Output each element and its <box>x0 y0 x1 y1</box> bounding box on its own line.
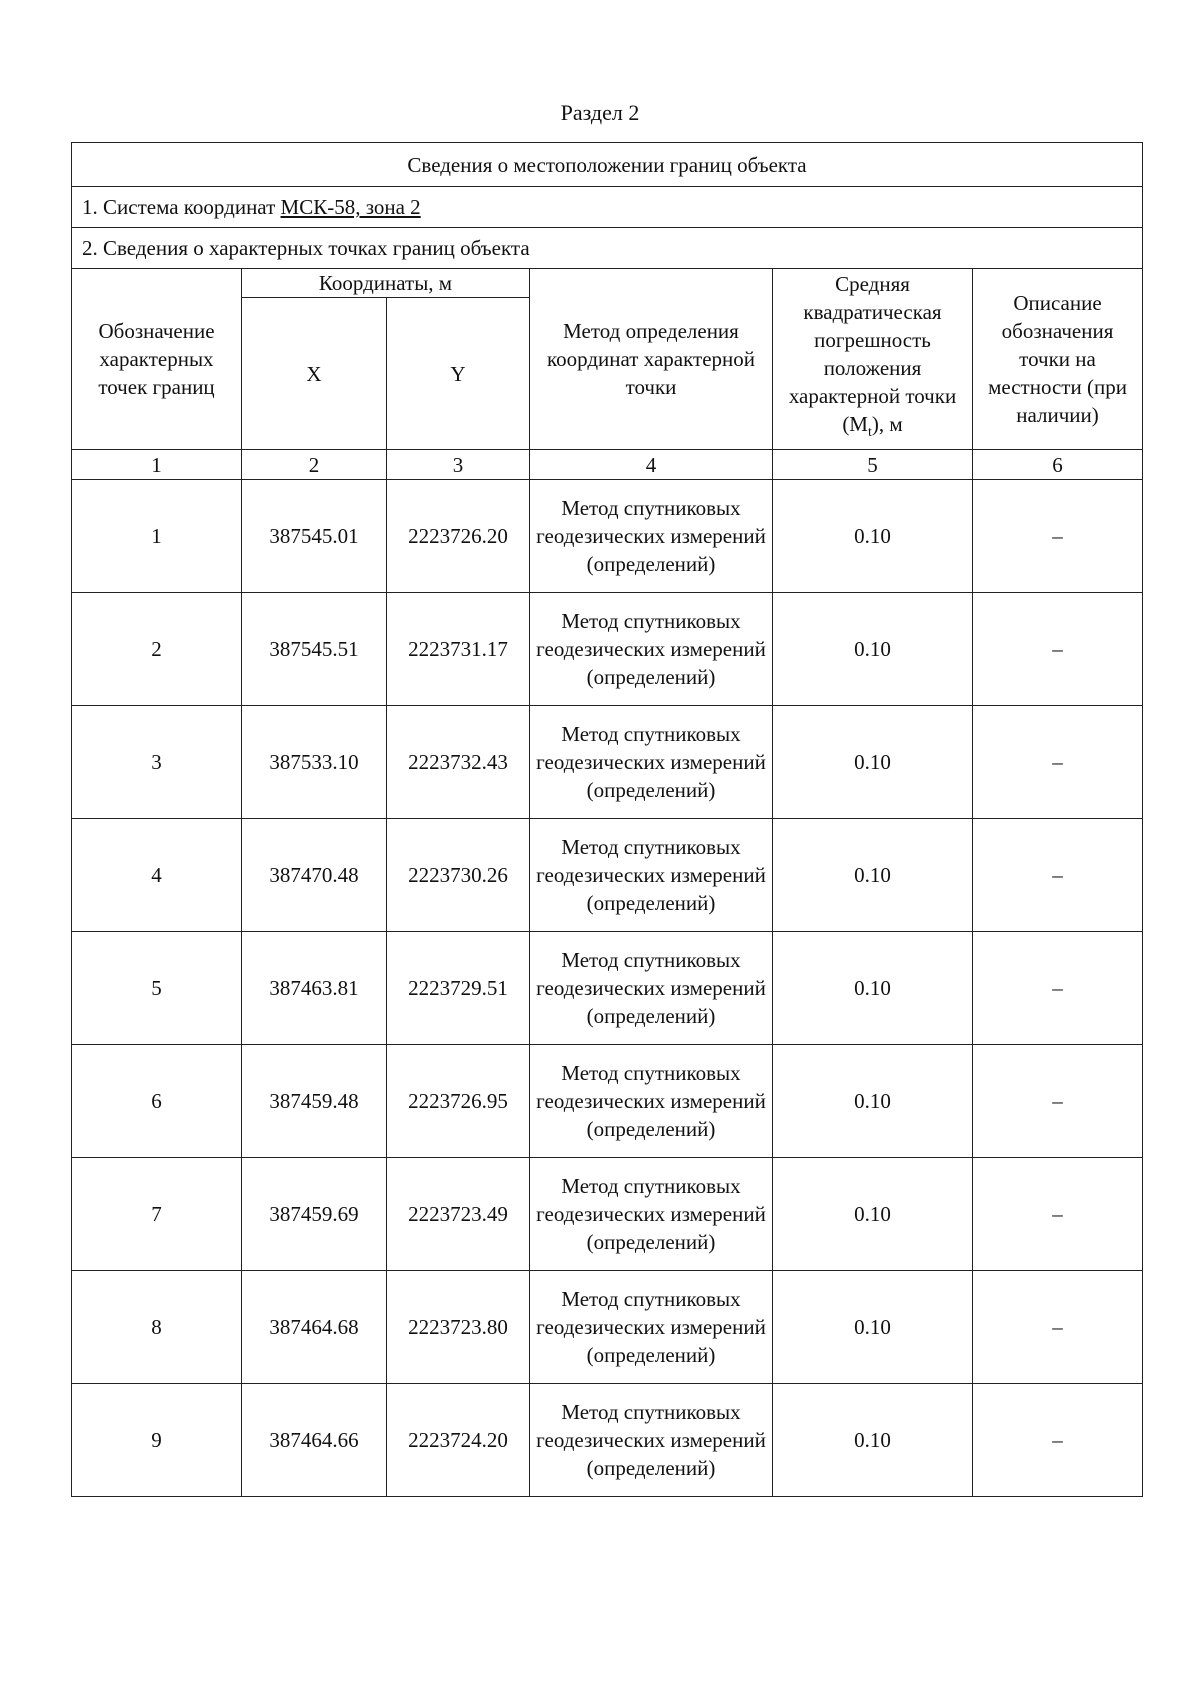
error-cell: 0.10 <box>773 706 973 819</box>
description-cell: – <box>973 1384 1143 1497</box>
description-cell: – <box>973 1271 1143 1384</box>
point-number-cell: 1 <box>72 480 242 593</box>
table-title: Сведения о местоположении границ объекта <box>72 143 1143 187</box>
table-row <box>72 1384 1143 1497</box>
error-cell: 0.10 <box>773 593 973 706</box>
y-coordinate-cell: 2223730.26 <box>387 819 530 932</box>
point-number-cell: 4 <box>72 819 242 932</box>
y-coordinate-cell: 2223724.20 <box>387 1384 530 1497</box>
col-number: 3 <box>387 450 530 480</box>
points-info-row: 2. Сведения о характерных точках границ объекта <box>72 228 1143 269</box>
x-coordinate-cell: 387545.01 <box>242 480 387 593</box>
description-cell: – <box>973 706 1143 819</box>
table-row <box>72 1271 1143 1384</box>
description-cell: – <box>973 932 1143 1045</box>
x-coordinate-cell: 387545.51 <box>242 593 387 706</box>
section-heading: Раздел 2 <box>560 100 640 125</box>
table-row <box>72 706 1143 819</box>
error-cell: 0.10 <box>773 1158 973 1271</box>
coordinate-system-label: 1. Система координат <box>82 195 281 219</box>
error-cell: 0.10 <box>773 480 973 593</box>
point-number-cell: 6 <box>72 1045 242 1158</box>
x-coordinate-cell: 387470.48 <box>242 819 387 932</box>
y-coordinate-cell: 2223723.80 <box>387 1271 530 1384</box>
method-cell: Метод спутниковых геодезических измерений (определений) <box>530 1271 773 1384</box>
column-numbers-row <box>72 450 1143 480</box>
header-error-text: Средняя квадратическая погрешность положения характерной точки (M <box>788 272 957 437</box>
header-error <box>773 269 973 450</box>
col-number: 6 <box>973 450 1143 480</box>
point-number-cell: 3 <box>72 706 242 819</box>
col-number: 1 <box>72 450 242 480</box>
error-cell: 0.10 <box>773 1384 973 1497</box>
method-cell: Метод спутниковых геодезических измерений (определений) <box>530 480 773 593</box>
table-row <box>72 593 1143 706</box>
point-number-cell: 9 <box>72 1384 242 1497</box>
y-coordinate-cell: 2223731.17 <box>387 593 530 706</box>
x-coordinate-cell: 387459.69 <box>242 1158 387 1271</box>
point-number-cell: 8 <box>72 1271 242 1384</box>
description-cell: – <box>973 593 1143 706</box>
header-coordinates: Координаты, м <box>242 269 530 298</box>
method-cell: Метод спутниковых геодезических измерений (определений) <box>530 593 773 706</box>
table-row <box>72 480 1143 593</box>
table-row <box>72 932 1143 1045</box>
x-coordinate-cell: 387459.48 <box>242 1045 387 1158</box>
x-coordinate-cell: 387464.66 <box>242 1384 387 1497</box>
table-row <box>72 819 1143 932</box>
y-coordinate-cell: 2223726.95 <box>387 1045 530 1158</box>
coordinate-system-row <box>72 187 1143 228</box>
point-number-cell: 5 <box>72 932 242 1045</box>
method-cell: Метод спутниковых геодезических измерений (определений) <box>530 819 773 932</box>
description-cell: – <box>973 1158 1143 1271</box>
error-cell: 0.10 <box>773 819 973 932</box>
description-cell: – <box>973 819 1143 932</box>
error-cell: 0.10 <box>773 932 973 1045</box>
y-coordinate-cell: 2223726.20 <box>387 480 530 593</box>
x-coordinate-cell: 387533.10 <box>242 706 387 819</box>
y-coordinate-cell: 2223729.51 <box>387 932 530 1045</box>
description-cell: – <box>973 480 1143 593</box>
header-description: Описание обозначения точки на местности (при наличии) <box>973 269 1143 450</box>
method-cell: Метод спутниковых геодезических измерений (определений) <box>530 1158 773 1271</box>
x-coordinate-cell: 387464.68 <box>242 1271 387 1384</box>
col-number: 4 <box>530 450 773 480</box>
table-row <box>72 1158 1143 1271</box>
method-cell: Метод спутниковых геодезических измерений (определений) <box>530 706 773 819</box>
header-error-unit: ), м <box>871 412 903 437</box>
y-coordinate-cell: 2223723.49 <box>387 1158 530 1271</box>
col-number: 5 <box>773 450 973 480</box>
col-number: 2 <box>242 450 387 480</box>
method-cell: Метод спутниковых геодезических измерений (определений) <box>530 932 773 1045</box>
header-designation: Обозначение характерных точек границ <box>72 269 242 450</box>
error-cell: 0.10 <box>773 1271 973 1384</box>
description-cell: – <box>973 1045 1143 1158</box>
y-coordinate-cell: 2223732.43 <box>387 706 530 819</box>
point-number-cell: 2 <box>72 593 242 706</box>
coordinate-system-value: МСК-58, зона 2 <box>280 195 421 219</box>
header-y: Y <box>387 298 530 450</box>
point-number-cell: 7 <box>72 1158 242 1271</box>
header-error-sub: t <box>867 425 872 441</box>
x-coordinate-cell: 387463.81 <box>242 932 387 1045</box>
error-cell: 0.10 <box>773 1045 973 1158</box>
header-x: X <box>242 298 387 450</box>
boundary-points-table <box>71 142 1143 1497</box>
table-row <box>72 1045 1143 1158</box>
header-method: Метод определения координат характерной точки <box>530 269 773 450</box>
method-cell: Метод спутниковых геодезических измерений (определений) <box>530 1045 773 1158</box>
method-cell: Метод спутниковых геодезических измерений (определений) <box>530 1384 773 1497</box>
